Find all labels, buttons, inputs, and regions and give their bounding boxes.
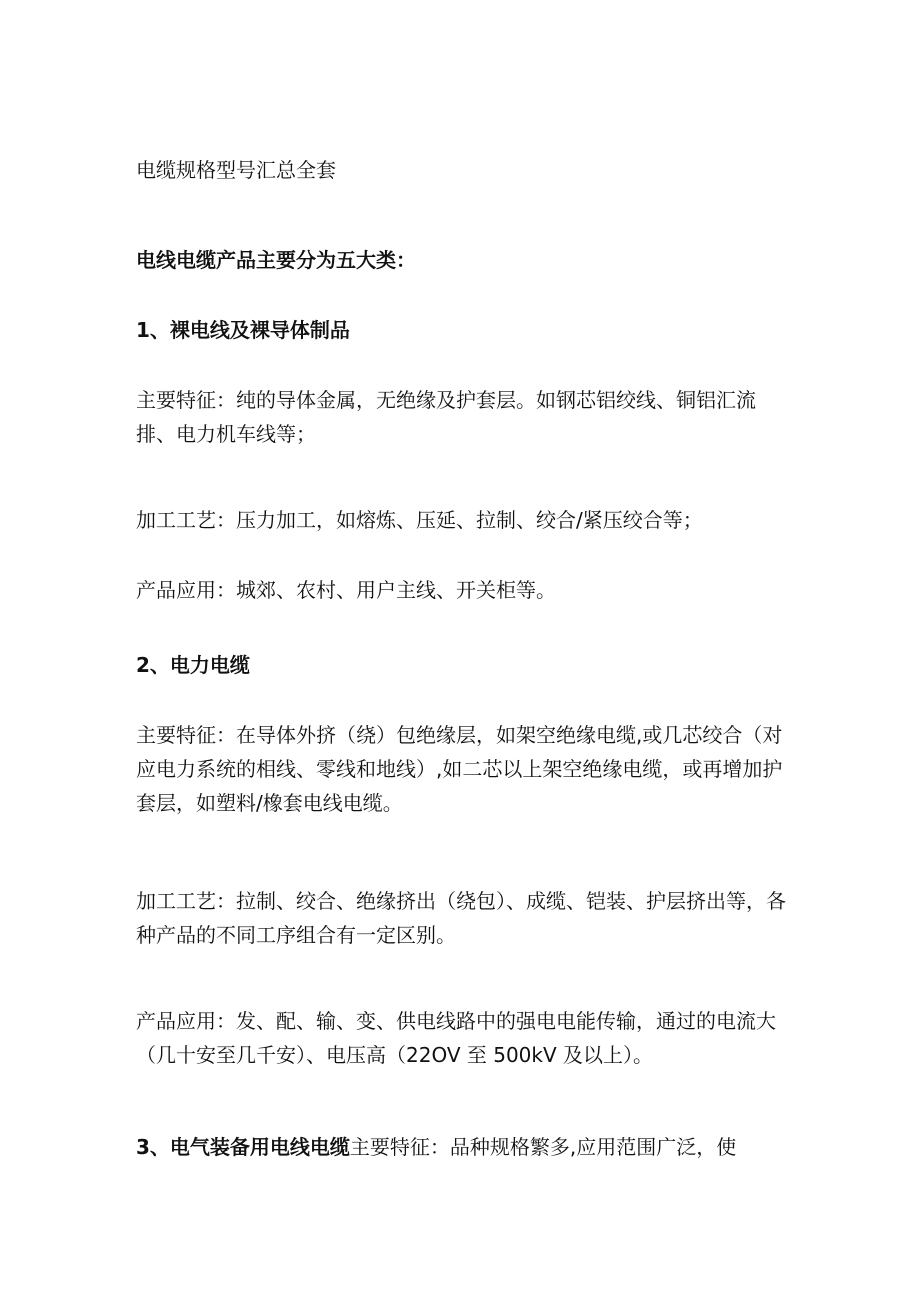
section-1-features: 主要特征：纯的导体金属，无绝缘及护套层。如钢芯铝绞线、铜铝汇流排、电力机车线等； (136, 388, 756, 446)
document-title: 电缆规格型号汇总全套 (136, 158, 336, 182)
section-3-paragraph (136, 1130, 786, 1164)
section-2-features: 主要特征：在导体外挤（绕）包绝缘层，如架空绝缘电缆,或几芯绞合（对应电力系统的相线、零线和地线）,如二芯以上架空绝缘电缆，或再增加护套层，如塑料/橡套电线电缆。 (136, 723, 783, 815)
section-1-heading: 1、裸电线及裸导体制品 (136, 318, 350, 342)
section-1-process: 加工工艺：压力加工，如熔炼、压延、拉制、绞合/紧压绞合等； (136, 508, 703, 532)
section-2-process: 加工工艺：拉制、绞合、绝缘挤出（绕包）、成缆、铠装、护层挤出等，各种产品的不同工序组合有一定区别。 (136, 889, 786, 947)
section-2-application: 产品应用：发、配、输、变、供电线路中的强电电能传输，通过的电流大（几十安至几千安）、电压高（22OV 至 500kV 及以上）。 (136, 1009, 776, 1067)
section-2-heading: 2、电力电缆 (136, 653, 250, 677)
intro-heading: 电线电缆产品主要分为五大类： (136, 248, 416, 272)
section-1-application: 产品应用：城郊、农村、用户主线、开关柜等。 (136, 578, 556, 602)
section-3-features: 主要特征：品种规格繁多,应用范围广泛，使 (349, 1135, 737, 1159)
section-3-heading: 3、电气装备用电线电缆 (136, 1135, 350, 1159)
